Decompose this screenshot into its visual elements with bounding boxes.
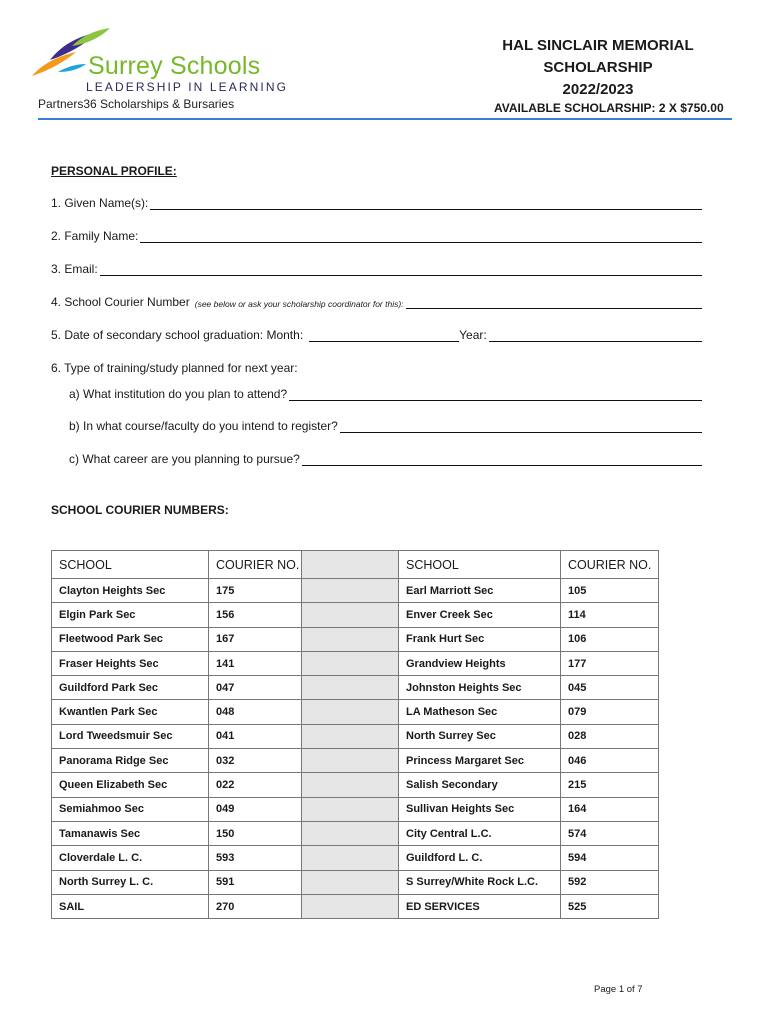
courier-number-cell: 592 bbox=[561, 870, 659, 894]
training-label: 6. Type of training/study planned for next year: bbox=[51, 361, 298, 375]
institution-row bbox=[69, 387, 702, 401]
courier-number-cell: 114 bbox=[561, 603, 659, 627]
school-cell: Queen Elizabeth Sec bbox=[52, 773, 209, 797]
table-row bbox=[52, 870, 659, 894]
school-cell: LA Matheson Sec bbox=[399, 700, 561, 724]
courier-number-cell: 156 bbox=[209, 603, 302, 627]
courier-number-row bbox=[51, 295, 702, 309]
spacer-cell bbox=[302, 870, 399, 894]
email-field[interactable] bbox=[100, 264, 702, 276]
school-cell: Salish Secondary bbox=[399, 773, 561, 797]
school-cell: Tamanawis Sec bbox=[52, 821, 209, 845]
given-name-field[interactable] bbox=[150, 198, 702, 210]
document-title bbox=[480, 35, 716, 101]
table-row bbox=[52, 724, 659, 748]
given-name-label: 1. Given Name(s): bbox=[51, 196, 149, 210]
courier-numbers-heading: SCHOOL COURIER NUMBERS: bbox=[51, 503, 229, 517]
title-line-1: HAL SINCLAIR MEMORIAL bbox=[502, 37, 694, 54]
school-cell: S Surrey/White Rock L.C. bbox=[399, 870, 561, 894]
spacer-cell bbox=[302, 749, 399, 773]
available-scholarship: AVAILABLE SCHOLARSHIP: 2 X $750.00 bbox=[494, 101, 724, 115]
school-cell: City Central L.C. bbox=[399, 821, 561, 845]
school-cell: SAIL bbox=[52, 894, 209, 918]
title-line-3: 2022/2023 bbox=[562, 81, 634, 98]
courier-numbers-table bbox=[51, 550, 659, 919]
course-field[interactable] bbox=[340, 421, 702, 433]
given-name-row bbox=[51, 196, 702, 210]
courier-number-note: (see below or ask your scholarship coordinator for this): bbox=[194, 299, 404, 309]
courier-number-cell: 270 bbox=[209, 894, 302, 918]
school-cell: North Surrey Sec bbox=[399, 724, 561, 748]
courier-number-cell: 049 bbox=[209, 797, 302, 821]
title-line-2: SCHOLARSHIP bbox=[543, 59, 653, 76]
training-row bbox=[51, 361, 300, 375]
school-cell: Fraser Heights Sec bbox=[52, 651, 209, 675]
courier-number-cell: 593 bbox=[209, 846, 302, 870]
table-header-row bbox=[52, 551, 659, 579]
school-cell: Earl Marriott Sec bbox=[399, 579, 561, 603]
spacer-cell bbox=[302, 894, 399, 918]
page-number: Page 1 of 7 bbox=[594, 984, 643, 995]
graduation-month-label: 5. Date of secondary school graduation: Month: bbox=[51, 328, 304, 342]
table-row bbox=[52, 627, 659, 651]
brand-name: Surrey Schools bbox=[88, 52, 261, 80]
graduation-year-field[interactable] bbox=[489, 330, 702, 342]
school-cell: Kwantlen Park Sec bbox=[52, 700, 209, 724]
personal-profile-heading: PERSONAL PROFILE: bbox=[51, 164, 177, 178]
graduation-year-label: Year: bbox=[459, 328, 487, 342]
courier-number-cell: 525 bbox=[561, 894, 659, 918]
school-cell: Panorama Ridge Sec bbox=[52, 749, 209, 773]
col-courier-header: COURIER NO. bbox=[209, 551, 302, 579]
courier-number-cell: 175 bbox=[209, 579, 302, 603]
col-school-header: SCHOOL bbox=[52, 551, 209, 579]
table-row bbox=[52, 676, 659, 700]
table-row bbox=[52, 700, 659, 724]
courier-number-cell: 574 bbox=[561, 821, 659, 845]
table-row bbox=[52, 773, 659, 797]
school-cell: Princess Margaret Sec bbox=[399, 749, 561, 773]
table-row bbox=[52, 603, 659, 627]
courier-number-cell: 150 bbox=[209, 821, 302, 845]
courier-number-cell: 079 bbox=[561, 700, 659, 724]
courier-number-cell: 141 bbox=[209, 651, 302, 675]
courier-number-cell: 105 bbox=[561, 579, 659, 603]
spacer-cell bbox=[302, 846, 399, 870]
spacer-cell bbox=[302, 651, 399, 675]
spacer-cell bbox=[302, 627, 399, 651]
spacer-cell bbox=[302, 579, 399, 603]
courier-number-cell: 215 bbox=[561, 773, 659, 797]
career-row bbox=[69, 452, 702, 466]
course-label: b) In what course/faculty do you intend to register? bbox=[69, 419, 338, 433]
school-cell: Grandview Heights bbox=[399, 651, 561, 675]
table-row bbox=[52, 579, 659, 603]
table-row bbox=[52, 651, 659, 675]
course-row bbox=[69, 419, 702, 433]
school-cell: Frank Hurt Sec bbox=[399, 627, 561, 651]
courier-number-cell: 045 bbox=[561, 676, 659, 700]
career-label: c) What career are you planning to pursue? bbox=[69, 452, 300, 466]
courier-number-cell: 022 bbox=[209, 773, 302, 797]
courier-number-cell: 106 bbox=[561, 627, 659, 651]
courier-number-label: 4. School Courier Number bbox=[51, 295, 190, 309]
spacer-cell bbox=[302, 773, 399, 797]
spacer-cell bbox=[302, 821, 399, 845]
courier-number-cell: 167 bbox=[209, 627, 302, 651]
courier-number-field[interactable] bbox=[406, 297, 702, 309]
email-row bbox=[51, 262, 702, 276]
table-row bbox=[52, 797, 659, 821]
courier-number-cell: 028 bbox=[561, 724, 659, 748]
courier-number-cell: 177 bbox=[561, 651, 659, 675]
school-cell: Lord Tweedsmuir Sec bbox=[52, 724, 209, 748]
school-cell: Guildford Park Sec bbox=[52, 676, 209, 700]
spacer-cell bbox=[302, 551, 399, 579]
col-school-header-2: SCHOOL bbox=[399, 551, 561, 579]
institution-label: a) What institution do you plan to attend? bbox=[69, 387, 288, 401]
school-cell: ED SERVICES bbox=[399, 894, 561, 918]
family-name-field[interactable] bbox=[140, 231, 702, 243]
courier-number-cell: 032 bbox=[209, 749, 302, 773]
school-cell: Cloverdale L. C. bbox=[52, 846, 209, 870]
table-row bbox=[52, 749, 659, 773]
courier-number-cell: 164 bbox=[561, 797, 659, 821]
career-field[interactable] bbox=[302, 454, 702, 466]
school-cell: Clayton Heights Sec bbox=[52, 579, 209, 603]
header-divider bbox=[38, 118, 732, 120]
courier-number-cell: 046 bbox=[561, 749, 659, 773]
family-name-label: 2. Family Name: bbox=[51, 229, 139, 243]
courier-number-cell: 048 bbox=[209, 700, 302, 724]
spacer-cell bbox=[302, 603, 399, 627]
school-cell: Enver Creek Sec bbox=[399, 603, 561, 627]
school-cell: Johnston Heights Sec bbox=[399, 676, 561, 700]
graduation-row bbox=[51, 328, 702, 342]
courier-number-cell: 591 bbox=[209, 870, 302, 894]
school-cell: Sullivan Heights Sec bbox=[399, 797, 561, 821]
graduation-month-field[interactable] bbox=[309, 330, 459, 342]
spacer-cell bbox=[302, 700, 399, 724]
document-subtitle: Partners36 Scholarships & Bursaries bbox=[38, 97, 235, 111]
school-cell: Elgin Park Sec bbox=[52, 603, 209, 627]
institution-field[interactable] bbox=[289, 389, 702, 401]
family-name-row bbox=[51, 229, 702, 243]
spacer-cell bbox=[302, 676, 399, 700]
col-courier-header-2: COURIER NO. bbox=[561, 551, 659, 579]
courier-number-cell: 047 bbox=[209, 676, 302, 700]
table-row bbox=[52, 846, 659, 870]
table-row bbox=[52, 821, 659, 845]
spacer-cell bbox=[302, 797, 399, 821]
email-label: 3. Email: bbox=[51, 262, 98, 276]
courier-number-cell: 594 bbox=[561, 846, 659, 870]
school-cell: Guildford L. C. bbox=[399, 846, 561, 870]
brand-tagline: LEADERSHIP IN LEARNING bbox=[86, 80, 289, 94]
spacer-cell bbox=[302, 724, 399, 748]
school-cell: Fleetwood Park Sec bbox=[52, 627, 209, 651]
school-cell: North Surrey L. C. bbox=[52, 870, 209, 894]
table-row bbox=[52, 894, 659, 918]
school-cell: Semiahmoo Sec bbox=[52, 797, 209, 821]
courier-number-cell: 041 bbox=[209, 724, 302, 748]
